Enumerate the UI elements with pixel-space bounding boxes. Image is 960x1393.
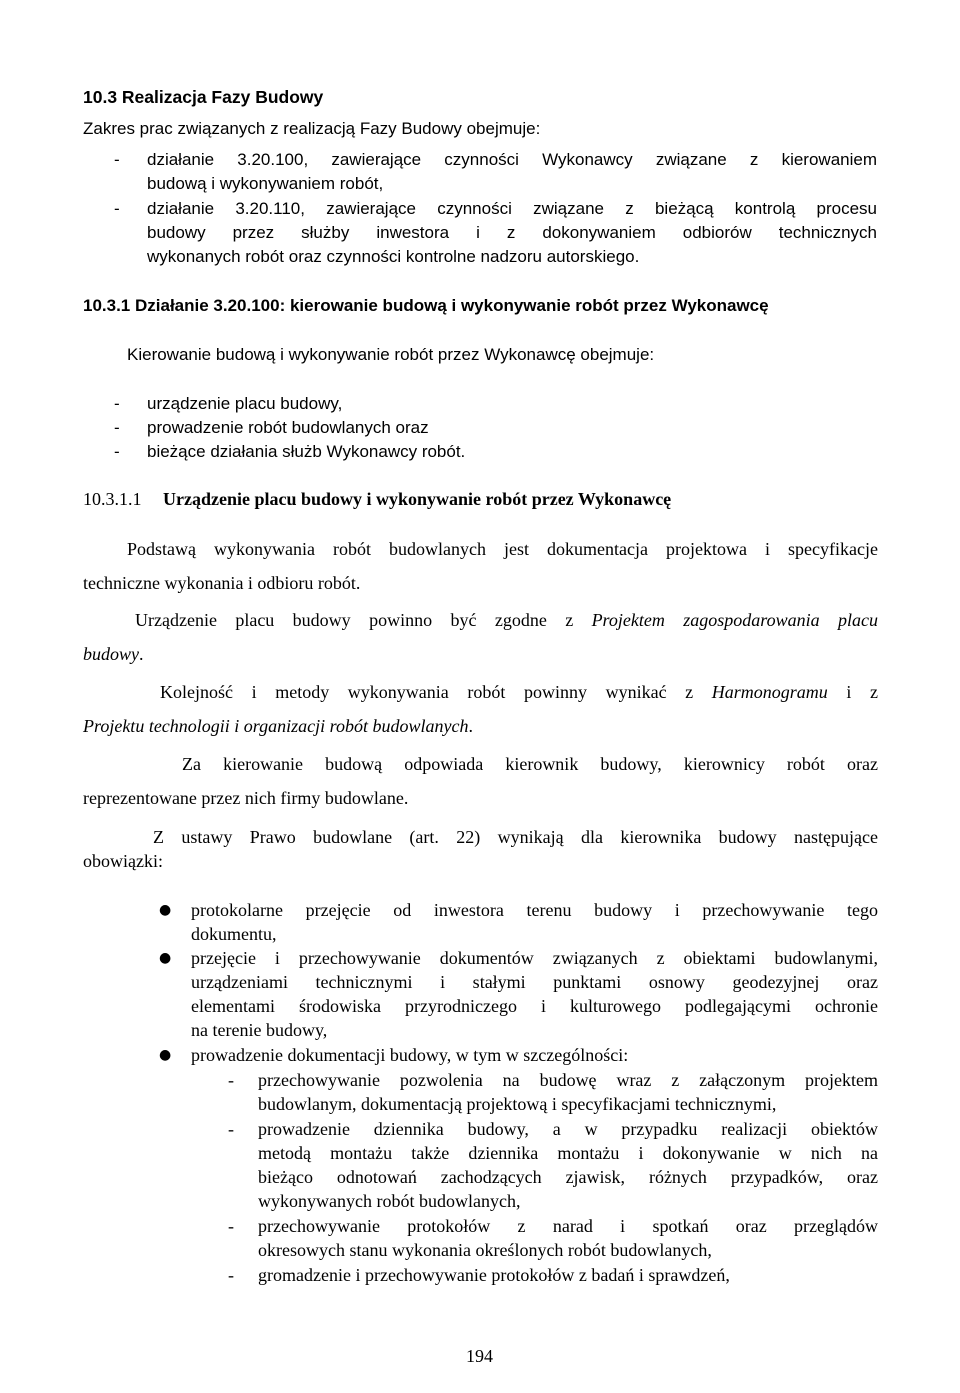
list-dash: - <box>114 418 120 437</box>
paragraph <box>83 680 878 738</box>
paragraph <box>83 537 878 595</box>
list-item: bieżące działania służb Wykonawcy robót. <box>147 442 466 461</box>
list-item-line: budowy przez służby inwestora i z dokonywaniem odbiorów technicznych <box>147 223 877 242</box>
list-item-line: wykonywanych robót budowlanych, <box>258 1191 521 1211</box>
paragraph-italic: Harmonogramu <box>711 682 828 702</box>
list-dash: - <box>228 1070 234 1090</box>
list-item <box>258 1117 878 1213</box>
bullet-line: urządzeniami technicznymi i stałymi punktami osnowy geodezyjnej oraz <box>191 972 878 992</box>
subsection-intro: Kierowanie budową i wykonywanie robót przez Wykonawcę obejmuje: <box>127 345 655 364</box>
bullet-line: na terenie budowy, <box>191 1020 328 1040</box>
list-item-line: wykonanych robót oraz czynności kontrolne nadzoru autorskiego. <box>147 247 640 266</box>
paragraph-text: i z <box>827 682 878 702</box>
list-dash: - <box>114 150 120 169</box>
list-item <box>258 1214 878 1262</box>
bullet-icon: ● <box>159 1047 172 1063</box>
list-dash: - <box>114 442 120 461</box>
paragraph-line <box>83 608 878 632</box>
list-dash: - <box>114 394 120 413</box>
list-item <box>147 148 877 196</box>
paragraph-line <box>83 714 878 738</box>
paragraph <box>83 608 878 666</box>
list-item-line: gromadzenie i przechowywanie protokołów z badań i sprawdzeń, <box>258 1265 730 1285</box>
list-item <box>258 1068 878 1116</box>
list-item-line: prowadzenie dziennika budowy, a w przypadku realizacji obiektów <box>258 1119 878 1139</box>
list-item-line: przechowywanie pozwolenia na budowę wraz z załączonym projektem <box>258 1070 878 1090</box>
list-dash: - <box>228 1265 234 1285</box>
section-intro: Zakres prac związanych z realizacją Fazy Budowy obejmuje: <box>83 119 541 138</box>
list-item-line: budowlanym, dokumentacją projektową i specyfikacjami technicznymi, <box>258 1094 777 1114</box>
paragraph-line: Podstawą wykonywania robót budowlanych jest dokumentacja projektowa i specyfikacje <box>127 539 878 559</box>
list-item-line: budową i wykonywaniem robót, <box>147 174 384 193</box>
subsubsection-number: 10.3.1.1 <box>83 489 142 509</box>
bullet-line: przejęcie i przechowywanie dokumentów związanych z obiektami budowlanymi, <box>191 948 878 968</box>
bullet-item <box>191 1043 878 1067</box>
list-item: prowadzenie robót budowlanych oraz <box>147 418 429 437</box>
paragraph-line <box>83 680 878 704</box>
list-item-line: działanie 3.20.110, zawierające czynności związane z bieżącą kontrolą procesu <box>147 199 877 218</box>
paragraph-line: reprezentowane przez nich firmy budowlane. <box>83 788 409 808</box>
paragraph <box>83 752 878 810</box>
bullet-icon: ● <box>159 950 172 966</box>
bullet-line: protokolarne przejęcie od inwestora terenu budowy i przechowywanie tego <box>191 900 878 920</box>
list-item-line: przechowywanie protokołów z narad i spotkań oraz przeglądów <box>258 1216 878 1236</box>
paragraph-text: Kolejność i metody wykonywania robót powinny wynikać z <box>160 682 712 702</box>
paragraph-end: . <box>468 716 473 736</box>
paragraph-italic: Projektem zagospodarowania placu <box>591 610 878 630</box>
list-item-line: działanie 3.20.100, zawierające czynności Wykonawcy związane z kierowaniem <box>147 150 877 169</box>
paragraph-line: obowiązki: <box>83 851 163 871</box>
bullet-line: prowadzenie dokumentacji budowy, w tym w szczególności: <box>191 1045 629 1065</box>
subsection-title: 10.3.1 Działanie 3.20.100: kierowanie budową i wykonywanie robót przez Wykonawcę <box>83 296 769 315</box>
subsubsection-title: Urządzenie placu budowy i wykonywanie robót przez Wykonawcę <box>163 489 672 509</box>
list-item-line: metodą montażu także dziennika montażu i dokonywanie w nich na <box>258 1143 878 1163</box>
list-dash: - <box>228 1119 234 1139</box>
paragraph-line: Z ustawy Prawo budowlane (art. 22) wynikają dla kierownika budowy następujące <box>153 827 878 847</box>
list-item <box>147 197 877 269</box>
list-dash: - <box>228 1216 234 1236</box>
bullet-line: elementami środowiska przyrodniczego i kulturowego podlegającymi ochronie <box>191 996 878 1016</box>
page-number: 194 <box>466 1346 493 1366</box>
bullet-item <box>191 946 878 1042</box>
list-item: urządzenie placu budowy, <box>147 394 343 413</box>
paragraph <box>83 825 878 873</box>
paragraph-end: . <box>139 644 144 664</box>
paragraph-line: Za kierowanie budową odpowiada kierownik budowy, kierownicy robót oraz <box>182 754 878 774</box>
paragraph-line: techniczne wykonania i odbioru robót. <box>83 573 361 593</box>
paragraph-italic: budowy <box>83 644 139 664</box>
paragraph-line <box>83 642 878 666</box>
section-title: 10.3 Realizacja Fazy Budowy <box>83 87 324 107</box>
paragraph-text: Urządzenie placu budowy powinno być zgodne z <box>135 610 592 630</box>
list-item-line: okresowych stanu wykonania określonych robót budowlanych, <box>258 1240 712 1260</box>
bullet-item <box>191 898 878 946</box>
list-item <box>258 1263 730 1287</box>
list-item-line: bieżąco odnotowań zachodzących zjawisk, różnych przypadków, oraz <box>258 1167 878 1187</box>
paragraph-italic: Projektu technologii i organizacji robót budowlanych <box>83 716 469 736</box>
bullet-line: dokumentu, <box>191 924 277 944</box>
bullet-icon: ● <box>159 902 172 918</box>
list-dash: - <box>114 199 120 218</box>
